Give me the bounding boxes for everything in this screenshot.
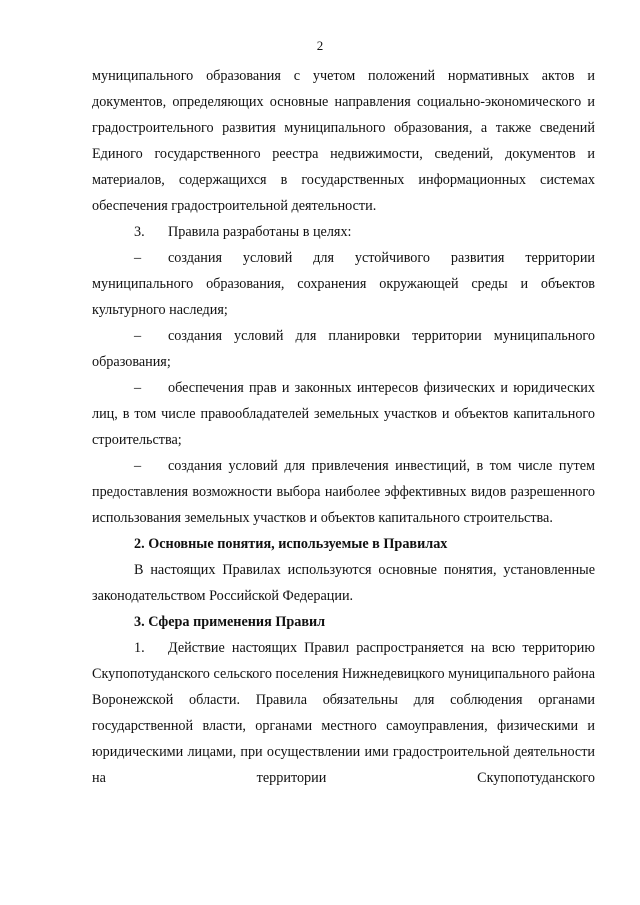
section-heading-3: 3. Сфера применения Правил bbox=[134, 614, 326, 630]
paragraph-continuation: муниципального образования с учетом положений нормативных актов и документов, определяющих основные направления социально-экономического и градостроительного развития муниципального образования, а также сведений Единого государственного реестра недвижимости, сведений, документов и материалов, содержащихся в государственных информационных системах обеспечения градостроительной деятельности. bbox=[92, 68, 595, 214]
bullet-dash: – bbox=[134, 328, 142, 344]
bullet-dash: – bbox=[134, 458, 142, 474]
bullet-text: создания условий для устойчивого развития территории муниципального образования, сохранения окружающей среды и объектов культурного наследия; bbox=[92, 250, 595, 318]
bullet-text: обеспечения прав и законных интересов физических и юридических лиц, в том числе правообладателей земельных участков и объектов капитального строительства; bbox=[92, 380, 595, 448]
bullet-dash: – bbox=[134, 250, 142, 266]
document-body bbox=[92, 63, 595, 791]
bullet-dash: – bbox=[134, 380, 142, 396]
item-text: Действие настоящих Правил распространяется на всю территорию Скупопотуданского сельского поселения Нижнедевицкого муниципального района Воронежской области. Правила обязательны для соблюдения органами государственной власти, органами местного самоуправления, физическими и юридическими лицами, при осуществлении ими градостроительной деятельности на территории Скупопотуданского bbox=[92, 640, 595, 786]
bullet-item-2 bbox=[92, 323, 595, 375]
numbered-item-3 bbox=[92, 219, 595, 245]
item-number: 3. bbox=[134, 224, 145, 240]
page-number: 2 bbox=[316, 38, 324, 53]
bullet-item-3 bbox=[92, 375, 595, 453]
bullet-item-4 bbox=[92, 453, 595, 531]
numbered-item-1 bbox=[92, 635, 595, 791]
paragraph-definitions: В настоящих Правилах используются основные понятия, установленные законодательством Российской Федерации. bbox=[92, 562, 595, 604]
bullet-text: создания условий для планировки территории муниципального образования; bbox=[92, 328, 595, 370]
item-text: Правила разработаны в целях: bbox=[168, 224, 352, 240]
item-number: 1. bbox=[134, 640, 145, 656]
bullet-item-1 bbox=[92, 245, 595, 323]
section-heading-2: 2. Основные понятия, используемые в Правилах bbox=[134, 536, 448, 552]
bullet-text: создания условий для привлечения инвестиций, в том числе путем предоставления возможности выбора наиболее эффективных видов разрешенного использования земельных участков и объектов капитального строительства. bbox=[92, 458, 595, 526]
